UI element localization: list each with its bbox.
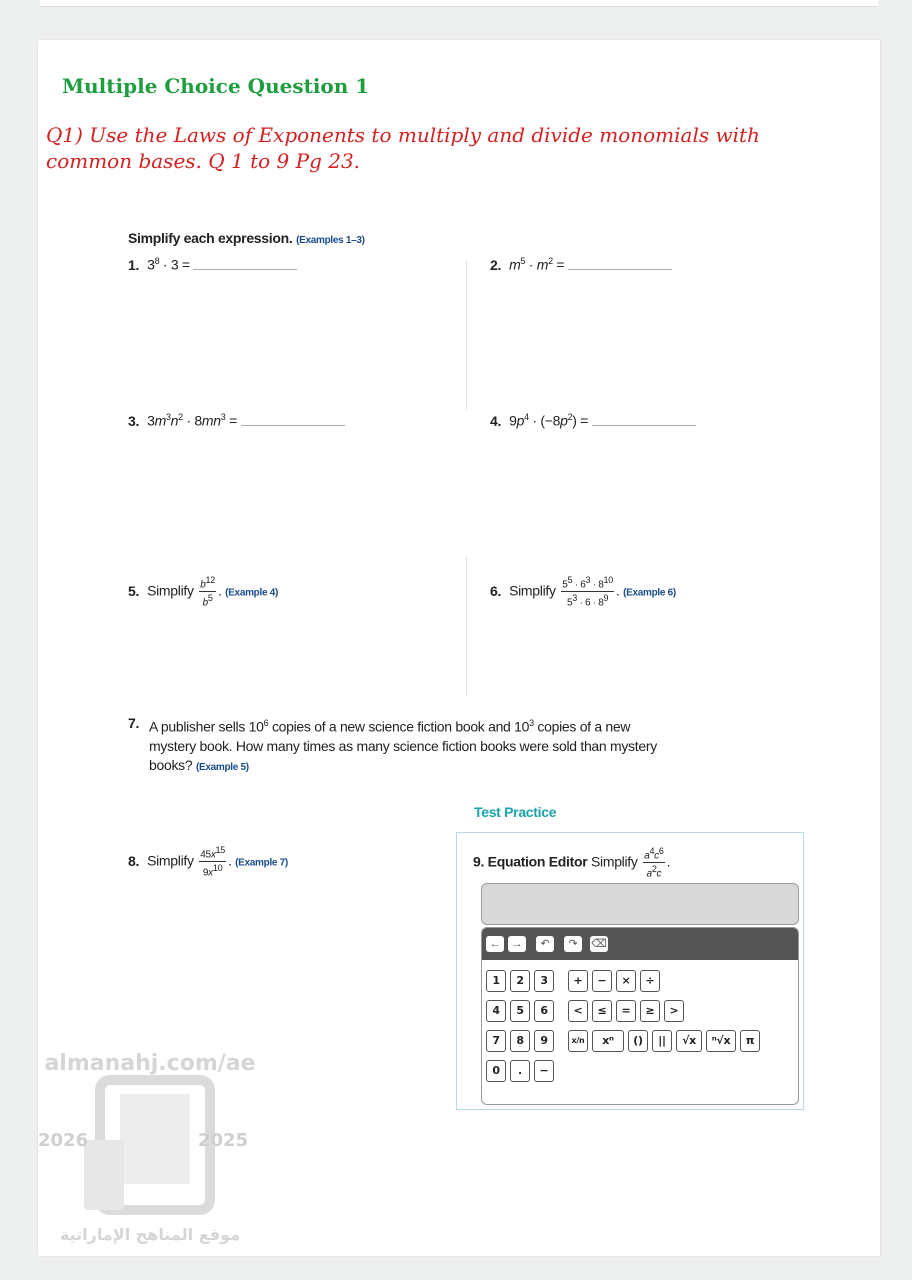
worksheet-heading: Simplify each expression. (Examples 1–3) <box>128 230 365 246</box>
key-greater-equal[interactable]: ≥ <box>640 1000 660 1022</box>
key-parentheses[interactable]: () <box>628 1030 648 1052</box>
answer-blank <box>241 413 345 426</box>
key-equals[interactable]: = <box>616 1000 636 1022</box>
key-decimal[interactable]: . <box>510 1060 530 1082</box>
key-less-than[interactable]: < <box>568 1000 588 1022</box>
undo-icon[interactable]: ↶ <box>536 936 554 952</box>
key-3[interactable]: 3 <box>534 970 554 992</box>
cursor-right-icon[interactable]: → <box>508 936 526 952</box>
watermark-year-left: 2026 <box>38 1130 89 1151</box>
key-absolute[interactable]: || <box>652 1030 672 1052</box>
key-8[interactable]: 8 <box>510 1030 530 1052</box>
fraction: $\frac{a^4c^6}{a^2c}$ <box>644 846 664 880</box>
problem-6: 6. Simplify $\frac{5^5 \cdot 6^3 \cdot 8^{10}}{5^3 \cdot 6 \cdot 8^9}$ . (Example 6) <box>490 575 676 609</box>
answer-blank <box>193 257 297 270</box>
key-4[interactable]: 4 <box>486 1000 506 1022</box>
equation-editor-box <box>456 832 804 1110</box>
answer-blank <box>568 257 672 270</box>
fraction: $\frac{5^5 \cdot 6^3 \cdot 8^{10}}{5^3 \cdot 6 \cdot 8^9}$ <box>562 575 613 609</box>
problem-1: 1. $3^8 \cdot 3$ = <box>128 256 297 273</box>
watermark-year-right: 2025 <box>198 1130 249 1151</box>
key-plus[interactable]: + <box>568 970 588 992</box>
problem-2: 2. $m^5 \cdot m^2$ = <box>490 256 672 273</box>
watermark-logo <box>30 1030 270 1250</box>
column-divider <box>466 556 467 696</box>
key-sqrt[interactable]: √x <box>676 1030 702 1052</box>
keypad-toolbar <box>482 928 798 960</box>
question-title: Multiple Choice Question 1 <box>62 74 370 98</box>
key-1[interactable]: 1 <box>486 970 506 992</box>
key-pi[interactable]: π <box>740 1030 760 1052</box>
problem-8: 8. Simplify $\frac{45x^{15}}{9x^{10}}$ . (Example 7) <box>128 845 288 879</box>
answer-blank <box>592 413 696 426</box>
question-text: Q1) Use the Laws of Exponents to multiply and divide monomials with common bases. Q 1 to 9 Pg 23. <box>46 123 760 173</box>
key-divide[interactable]: ÷ <box>640 970 660 992</box>
key-7[interactable]: 7 <box>486 1030 506 1052</box>
key-negative[interactable]: − <box>534 1060 554 1082</box>
problem-5: 5. Simplify $\frac{b^{12}}{b^5}$ . (Example 4) <box>128 575 278 609</box>
key-2[interactable]: 2 <box>510 970 530 992</box>
key-fraction[interactable]: x/n <box>568 1030 588 1052</box>
heading-examples: (Examples 1–3) <box>296 235 365 246</box>
key-times[interactable]: × <box>616 970 636 992</box>
cursor-left-icon[interactable]: ← <box>486 936 504 952</box>
redo-icon[interactable]: ↷ <box>564 936 582 952</box>
key-minus[interactable]: − <box>592 970 612 992</box>
answer-input[interactable] <box>481 883 799 925</box>
problem-9: 9. Equation Editor Simplify $\frac{a^4c^6}{a^2c}$ . <box>473 846 671 880</box>
key-greater-than[interactable]: > <box>664 1000 684 1022</box>
watermark-arabic: موقع المناهج الإماراتية <box>59 1225 241 1244</box>
problem-4: 4. $9p^4 \cdot (-8p^2)$ = <box>490 412 696 429</box>
key-9[interactable]: 9 <box>534 1030 554 1052</box>
watermark-brand: almanahj.com/ae <box>44 1051 256 1076</box>
column-divider <box>466 260 467 410</box>
key-6[interactable]: 6 <box>534 1000 554 1022</box>
worksheet-image <box>128 230 828 1130</box>
problem-7: 7. A publisher sells $10^6$ copies of a new science fiction book and $10^3$ copies of a new mystery book. How many times as many science fiction books were sold than mystery books? (Example 5) <box>128 715 657 773</box>
problem-3: 3. $3m^3n^2 \cdot 8mn^3$ = <box>128 412 345 429</box>
previous-page-edge <box>40 0 878 7</box>
key-less-equal[interactable]: ≤ <box>592 1000 612 1022</box>
equation-keypad <box>481 927 799 1105</box>
key-5[interactable]: 5 <box>510 1000 530 1022</box>
key-0[interactable]: 0 <box>486 1060 506 1082</box>
backspace-icon[interactable]: ⌫ <box>591 938 607 950</box>
key-power[interactable]: xⁿ <box>592 1030 624 1052</box>
test-practice-heading: Test Practice <box>474 804 557 820</box>
fraction: $\frac{b^{12}}{b^5}$ <box>200 575 215 609</box>
key-nth-root[interactable]: ⁿ√x <box>706 1030 736 1052</box>
fraction: $\frac{45x^{15}}{9x^{10}}$ <box>200 845 225 879</box>
